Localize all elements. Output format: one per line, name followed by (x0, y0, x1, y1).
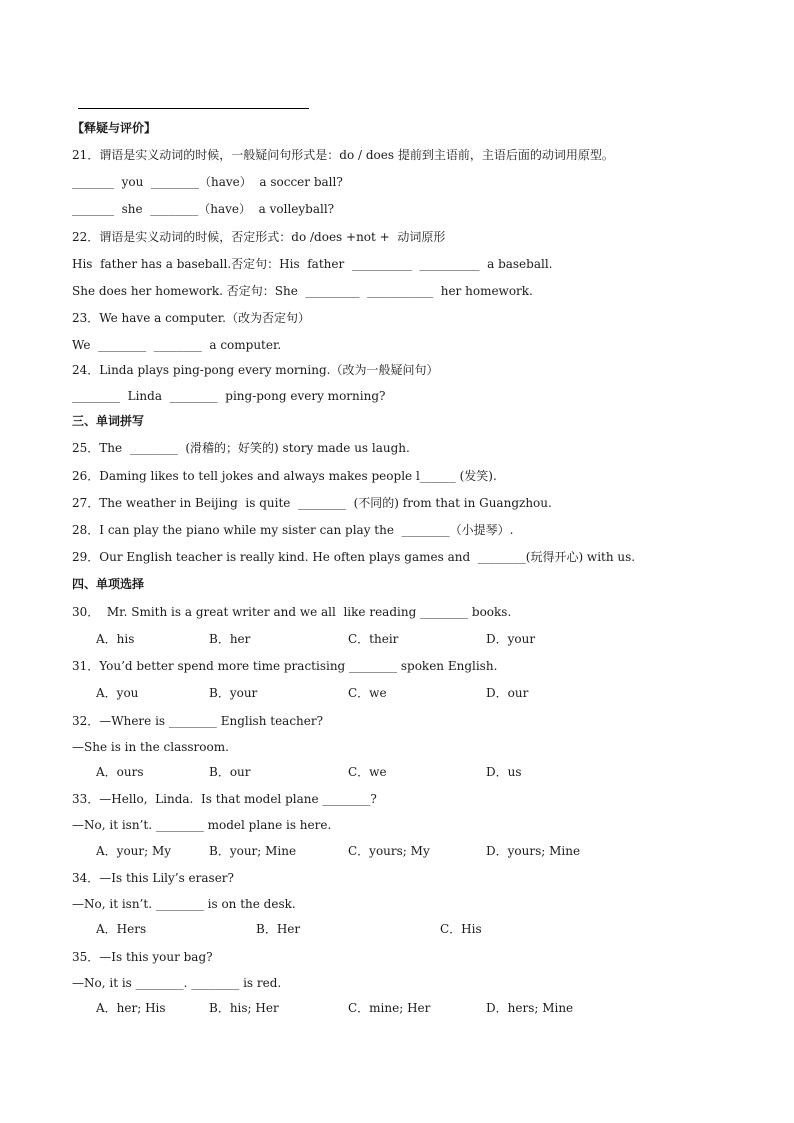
q35-line1: —No, it is ________. ________ is red. (72, 976, 282, 990)
q35-option-d: D．hers; Mine (486, 1001, 574, 1015)
q21-stem: 21．谓语是实义动词的时候，一般疑问句形式是：do / does 提前到主语前，主语后面的动词用原型。 (72, 148, 614, 162)
q33-option-b: B．your; Mine (209, 844, 297, 858)
q23-line1: We ________ ________ a computer. (72, 338, 282, 352)
q26: 26．Daming likes to tell jokes and always makes people l______ (发笑). (72, 469, 497, 483)
q22-line2: She does her homework. 否定句：She _________ ___________ her homework. (72, 284, 533, 298)
q31-option-b: B．your (209, 686, 258, 700)
q30-option-a: A．his (96, 632, 135, 646)
q33-option-c: C．yours; My (348, 844, 430, 858)
q29: 29．Our English teacher is really kind. He often plays games and ________(玩得开心) with us. (72, 550, 636, 564)
q32-line1: —She is in the classroom. (72, 740, 229, 754)
q35-option-c: C．mine; Her (348, 1001, 431, 1015)
q31-stem: 31．You’d better spend more time practising ________ spoken English. (72, 659, 498, 673)
q34-line1: —No, it isn’t. ________ is on the desk. (72, 897, 296, 911)
q23-stem: 23．We have a computer.（改为否定句） (72, 311, 310, 325)
q28: 28．I can play the piano while my sister can play the ________（小提琴）. (72, 523, 514, 537)
q30-option-d: D．your (486, 632, 536, 646)
q32-option-d: D．us (486, 765, 522, 779)
q34-option-a: A．Hers (96, 922, 147, 936)
q30-stem: 30． Mr. Smith is a great writer and we all like reading ________ books. (72, 605, 512, 619)
q25: 25．The ________ (滑稽的；好笑的) story made us laugh. (72, 441, 410, 455)
q33-option-d: D．yours; Mine (486, 844, 581, 858)
q35-stem: 35．—Is this your bag? (72, 950, 213, 964)
q30-option-b: B．her (209, 632, 251, 646)
q30-option-c: C．their (348, 632, 399, 646)
q34-stem: 34．—Is this Lily’s eraser? (72, 871, 234, 885)
q22-stem: 22．谓语是实义动词的时候，否定形式：do /does +not + 动词原形 (72, 230, 446, 244)
q32-stem: 32．—Where is ________ English teacher? (72, 714, 324, 728)
section-heading-review: 【释疑与评价】 (72, 121, 157, 135)
q34-option-b: B．Her (256, 922, 301, 936)
q21-line1: _______ you ________（have） a soccer ball? (72, 175, 343, 189)
q24-line1: ________ Linda ________ ping-pong every morning? (72, 389, 386, 403)
q33-stem: 33．—Hello, Linda. Is that model plane ________? (72, 792, 377, 806)
answer-underline (78, 108, 309, 109)
q33-option-a: A．your; My (96, 844, 172, 858)
section-heading-spelling: 三、单词拼写 (72, 414, 145, 428)
section-heading-choice: 四、单项选择 (72, 577, 145, 591)
q35-option-a: A．her; His (96, 1001, 166, 1015)
q27: 27．The weather in Beijing is quite ________ (不同的) from that in Guangzhou. (72, 496, 552, 510)
q32-option-b: B．our (209, 765, 251, 779)
q22-line1: His father has a baseball.否定句：His father __________ __________ a baseball. (72, 257, 553, 271)
q35-option-b: B．his; Her (209, 1001, 279, 1015)
q33-line1: —No, it isn’t. ________ model plane is here. (72, 818, 332, 832)
q34-option-c: C．His (440, 922, 482, 936)
q31-option-d: D．our (486, 686, 529, 700)
q31-option-a: A．you (96, 686, 139, 700)
q32-option-c: C．we (348, 765, 387, 779)
q32-option-a: A．ours (96, 765, 144, 779)
q31-option-c: C．we (348, 686, 387, 700)
q21-line2: _______ she ________（have） a volleyball? (72, 202, 335, 216)
q24-stem: 24．Linda plays ping-pong every morning.（改为一般疑问句） (72, 363, 439, 377)
